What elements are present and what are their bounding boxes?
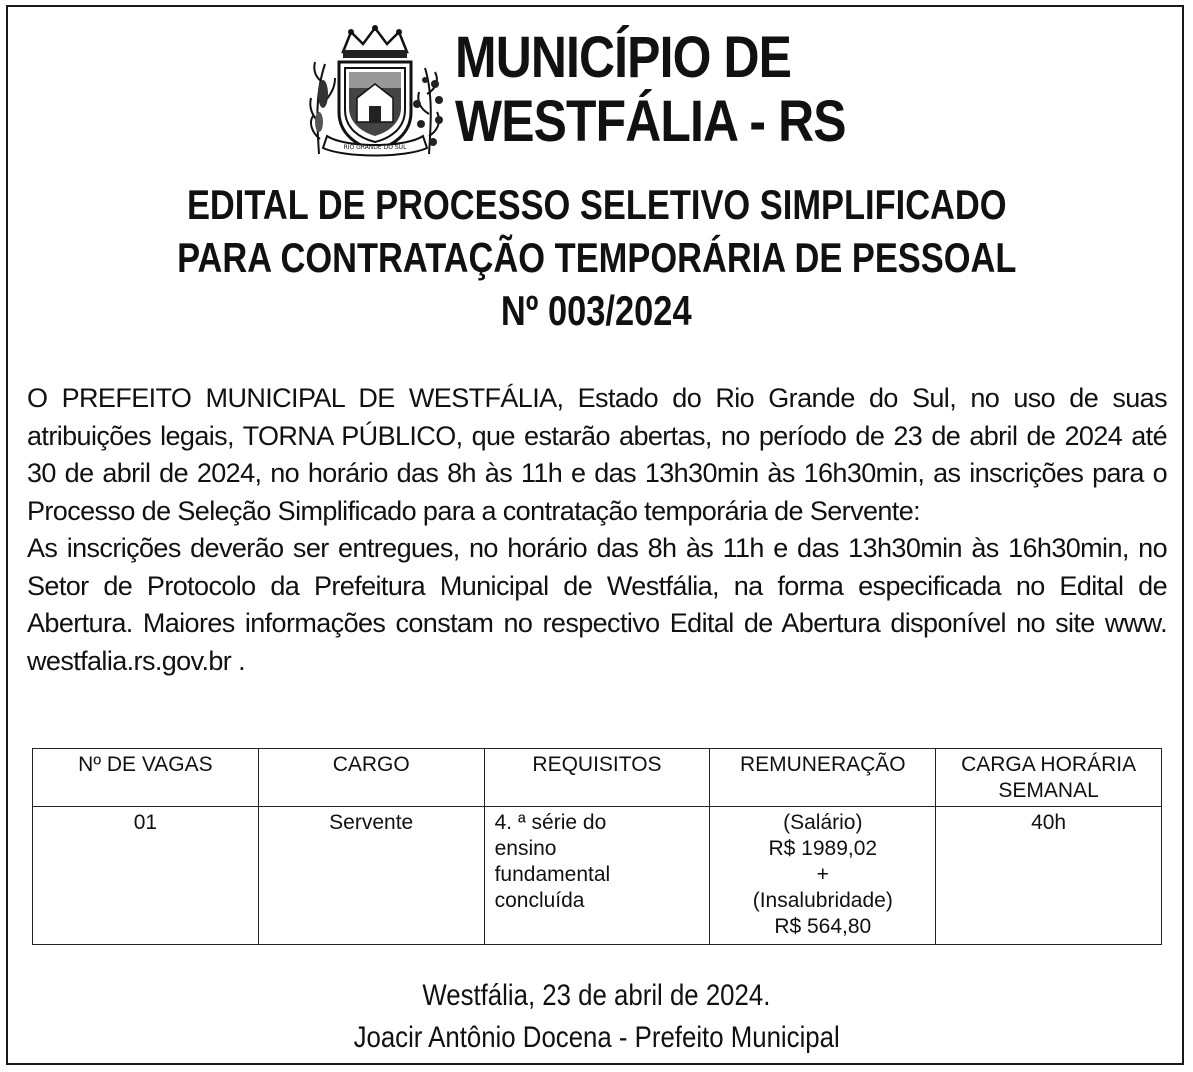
municipality-title xyxy=(455,26,846,154)
edital-number: Nº 003/2024 xyxy=(501,287,692,334)
signature: Joacir Antônio Docena - Prefeito Municipal xyxy=(353,1021,840,1054)
requisitos-line: concluída xyxy=(494,889,585,912)
header-vagas: Nº DE VAGAS xyxy=(33,749,259,807)
remuneracao-line: (Salário) xyxy=(783,811,863,834)
edital-title-line1: EDITAL DE PROCESSO SELETIVO SIMPLIFICADO xyxy=(186,181,1007,228)
crest-ribbon-text: RIO GRANDE DO SUL xyxy=(343,144,407,151)
place-date: Westfália, 23 de abril de 2024. xyxy=(422,979,771,1012)
notice-body xyxy=(27,380,1167,680)
cell-vagas: 01 xyxy=(33,807,259,945)
table-header-row xyxy=(33,749,1162,807)
municipal-crest-icon xyxy=(305,24,445,160)
cell-carga-horaria: 40h xyxy=(936,807,1162,945)
header xyxy=(305,20,905,160)
remuneracao-line: R$ 1989,02 xyxy=(768,837,878,860)
footer xyxy=(0,975,1193,1059)
remuneracao-line: R$ 564,80 xyxy=(774,915,872,938)
cell-remuneracao xyxy=(710,807,936,945)
remuneracao-line: (Insalubridade) xyxy=(752,889,893,912)
municipality-title-line2: WESTFÁLIA - RS xyxy=(455,89,846,154)
header-carga-line2: SEMANAL xyxy=(998,779,1099,802)
requisitos-line: fundamental xyxy=(494,863,611,886)
edital-title-line2: PARA CONTRATAÇÃO TEMPORÁRIA DE PESSOAL xyxy=(176,234,1017,281)
municipality-title-line1: MUNICÍPIO DE xyxy=(455,25,792,90)
cell-cargo: Servente xyxy=(258,807,484,945)
cell-requisitos xyxy=(484,807,710,945)
edital-title xyxy=(0,178,1193,337)
table-row xyxy=(33,807,1162,945)
vacancy-table xyxy=(32,748,1162,945)
notice-paragraph-2: As inscrições deverão ser entregues, no horário das 8h às 11h e das 13h30min às 16h30min, no Setor de Protocolo da Prefeitura Municipal de Westfália, na forma especificada no Edital de Abertura. Maiores informações constam no respectivo Edital de Abertura disponível no site www. westfalia.rs.gov.br . xyxy=(27,533,1167,676)
header-requisitos: REQUISITOS xyxy=(484,749,710,807)
header-carga-line1: CARGA HORÁRIA xyxy=(961,753,1137,776)
requisitos-line: 4. ª série do xyxy=(494,811,607,834)
header-remuneracao: REMUNERAÇÃO xyxy=(710,749,936,807)
header-cargo: CARGO xyxy=(258,749,484,807)
remuneracao-line: + xyxy=(816,863,829,886)
header-carga-horaria xyxy=(936,749,1162,807)
requisitos-line: ensino xyxy=(494,837,557,860)
notice-paragraph-1: O PREFEITO MUNICIPAL DE WESTFÁLIA, Estado do Rio Grande do Sul, no uso de suas atribuições legais, TORNA PÚBLICO, que estarão abertas, no período de 23 de abril de 2024 até 30 de abril de 2024, no horário das 8h às 11h e das 13h30min às 16h30min, as inscrições para o Processo de Seleção Simplificado para a contratação temporária de Servente: xyxy=(27,383,1167,526)
